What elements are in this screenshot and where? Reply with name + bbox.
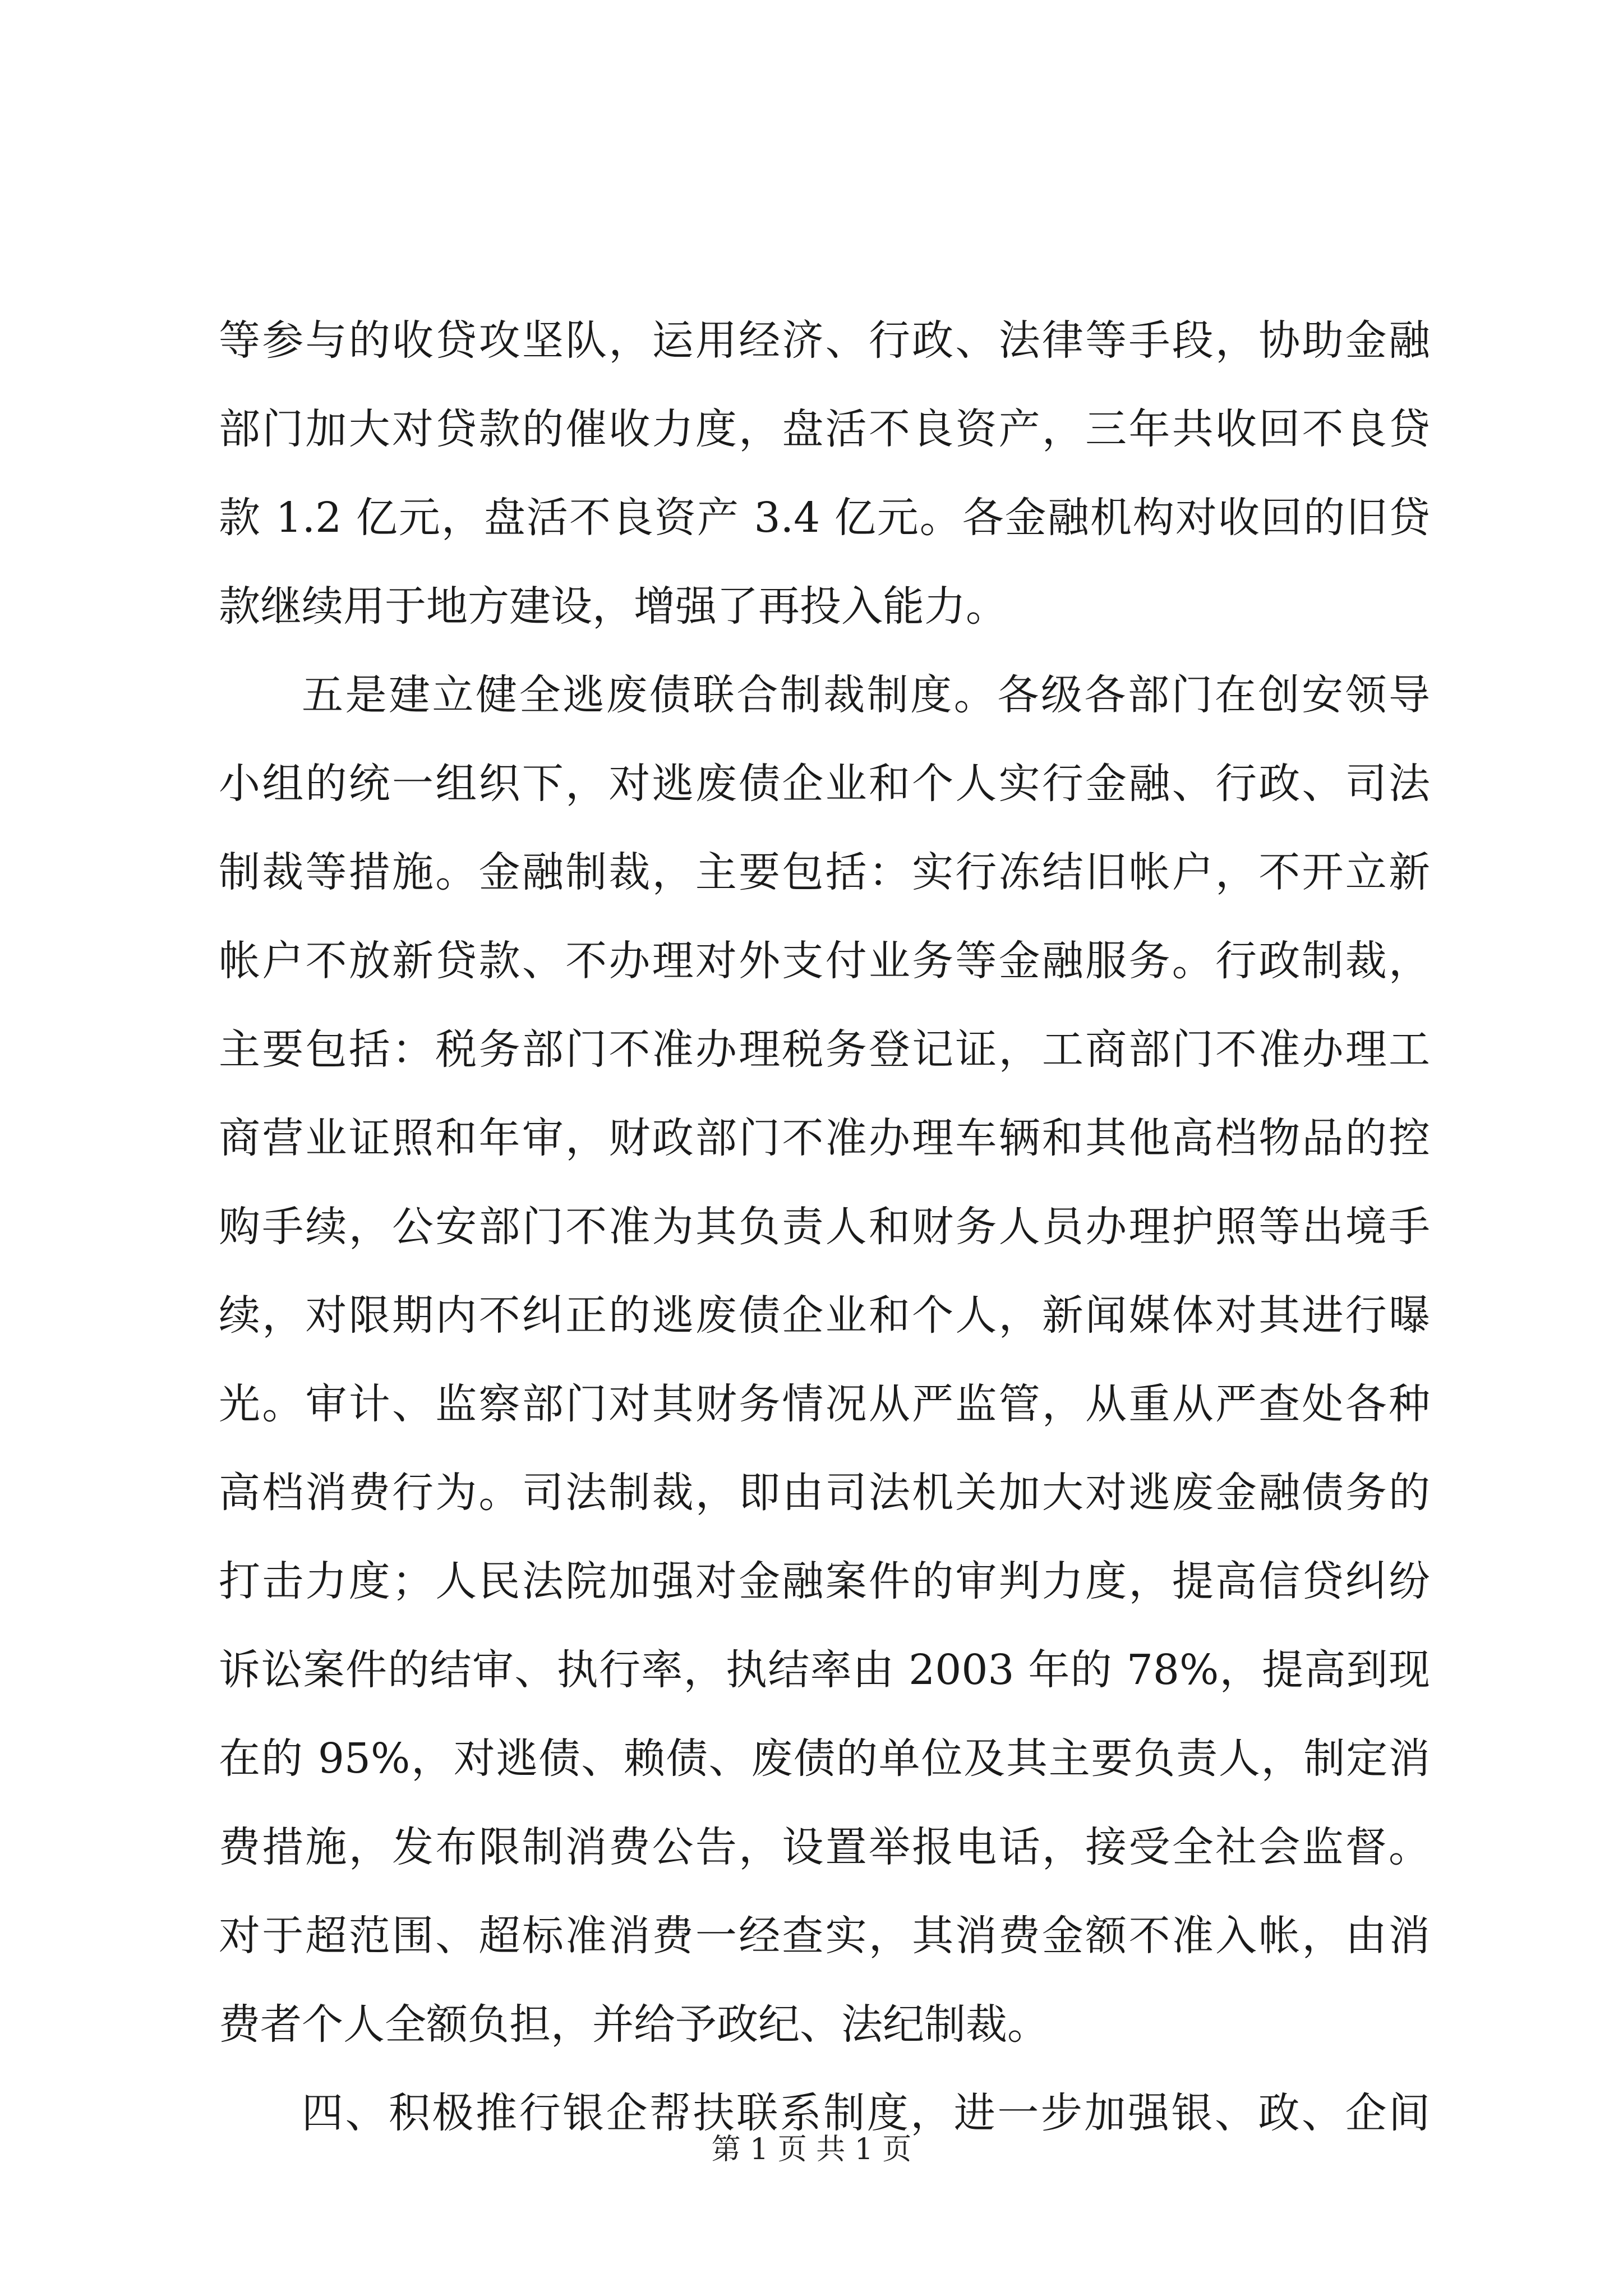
text-line: 款继续用于地方建设，增强了再投入能力。 [219, 582, 1007, 631]
page-footer [0, 2127, 1623, 2172]
text-line: 帐户不放新贷款、不办理对外支付业务等金融服务。行政制裁， [219, 937, 1430, 985]
document-body [219, 296, 1430, 2157]
text-line: 费者个人全额负担，并给予政纪、法纪制裁。 [219, 2000, 1049, 2049]
text-line: 等参与的收贷攻坚队，运用经济、行政、法律等手段，协助金融 [219, 316, 1430, 365]
page-number-label: 第 1 页 共 1 页 [711, 2133, 912, 2166]
text-line: 主要包括：税务部门不准办理税务登记证，工商部门不准办理工 [219, 1025, 1430, 1074]
text-line: 对于超范围、超标准消费一经查实，其消费金额不准入帐，由消 [219, 1912, 1430, 1960]
text-line: 诉讼案件的结审、执行率，执结率由 2003 年的 78%，提高到现 [219, 1646, 1430, 1694]
text-line: 商营业证照和年审，财政部门不准办理车辆和其他高档物品的控 [219, 1114, 1430, 1162]
text-line: 购手续，公安部门不准为其负责人和财务人员办理护照等出境手 [219, 1203, 1430, 1251]
text-line: 制裁等措施。金融制裁，主要包括：实行冻结旧帐户，不开立新 [219, 848, 1430, 896]
text-line: 款 1.2 亿元，盘活不良资产 3.4 亿元。各金融机构对收回的旧贷 [219, 494, 1430, 542]
text-line: 在的 95%，对逃债、赖债、废债的单位及其主要负责人，制定消 [219, 1734, 1430, 1783]
text-line: 续，对限期内不纠正的逃废债企业和个人，新闻媒体对其进行曝 [219, 1291, 1430, 1340]
paragraph-first-line: 四、积极推行银企帮扶联系制度，进一步加强银、政、企间 [302, 2089, 1430, 2137]
text-line: 费措施，发布限制消费公告，设置举报电话，接受全社会监督。 [219, 1823, 1430, 1871]
text-line: 部门加大对贷款的催收力度，盘活不良资产，三年共收回不良贷 [219, 405, 1430, 453]
text-line: 小组的统一组织下，对逃废债企业和个人实行金融、行政、司法 [219, 760, 1430, 808]
text-line: 打击力度；人民法院加强对金融案件的审判力度，提高信贷纠纷 [219, 1557, 1430, 1605]
paragraph-first-line: 五是建立健全逃废债联合制裁制度。各级各部门在创安领导 [302, 671, 1430, 719]
text-line: 光。审计、监察部门对其财务情况从严监管，从重从严查处各种 [219, 1380, 1430, 1428]
text-line: 高档消费行为。司法制裁，即由司法机关加大对逃废金融债务的 [219, 1469, 1430, 1517]
